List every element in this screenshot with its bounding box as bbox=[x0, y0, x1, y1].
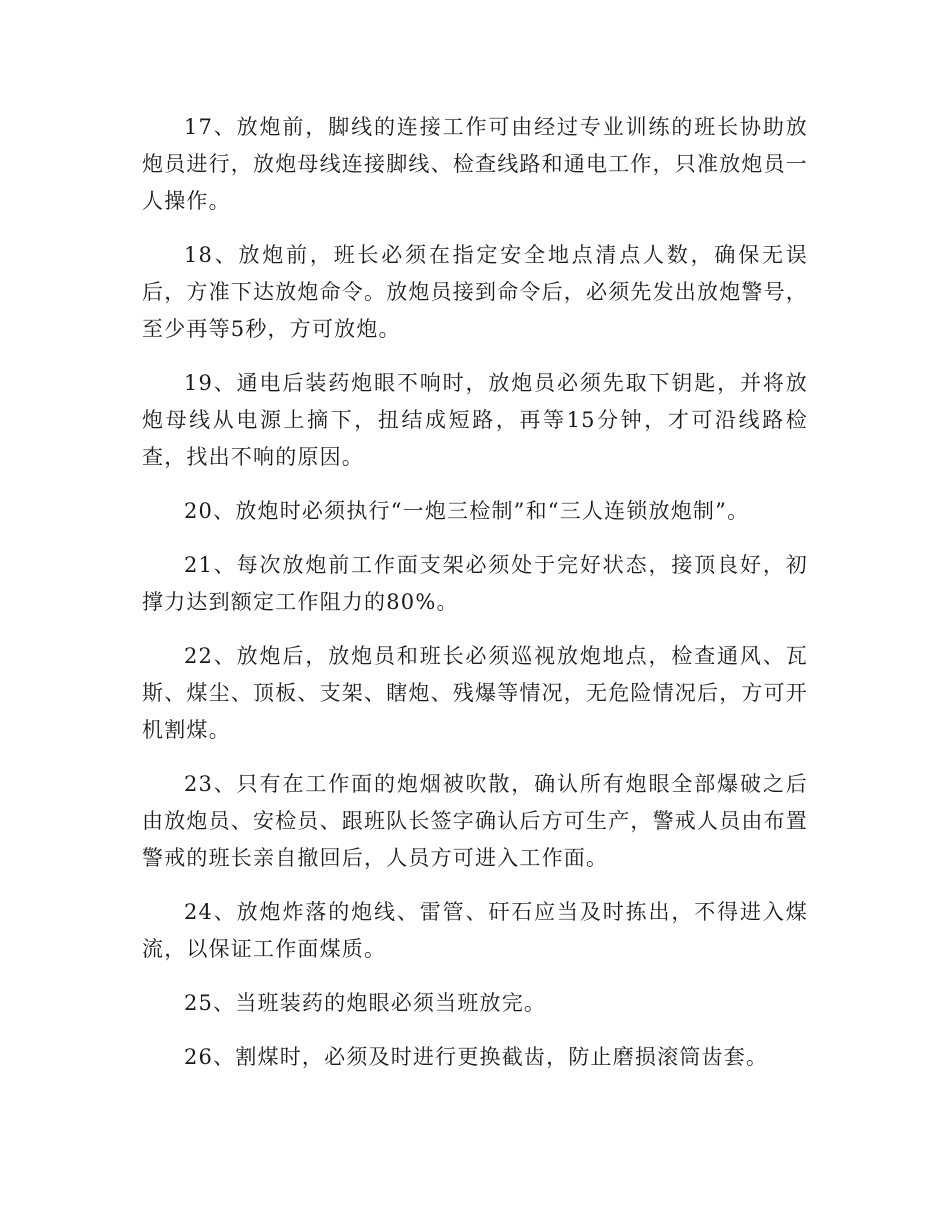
paragraph-23: 23、只有在工作面的炮烟被吹散，确认所有炮眼全部爆破之后由放炮员、安检员、跟班队长签字确认后方可生产，警戒人员由布置警戒的班长亲自撤回后，人员方可进入工作面。 bbox=[142, 772, 808, 870]
paragraph-21: 21、每次放炮前工作面支架必须处于完好状态，接顶良好，初撑力达到额定工作阻力的80%。 bbox=[142, 553, 808, 614]
paragraph-17: 17、放炮前，脚线的连接工作可由经过专业训练的班长协助放炮员进行，放炮母线连接脚线、检查线路和通电工作，只准放炮员一人操作。 bbox=[142, 115, 808, 213]
paragraph-26: 26、割煤时，必须及时进行更换截齿，防止磨损滚筒齿套。 bbox=[184, 1045, 769, 1069]
paragraph-22: 22、放炮后，放炮员和班长必须巡视放炮地点，检查通风、瓦斯、煤尘、顶板、支架、瞎炮、残爆等情况，无危险情况后，方可开机割煤。 bbox=[142, 644, 808, 742]
paragraph-19: 19、通电后装药炮眼不响时，放炮员必须先取下钥匙，并将放炮母线从电源上摘下，扭结成短路，再等15分钟，才可沿线路检查，找出不响的原因。 bbox=[142, 371, 808, 469]
document-body bbox=[142, 109, 808, 1093]
paragraph-20: 20、放炮时必须执行“一炮三检制”和“三人连锁放炮制”。 bbox=[184, 499, 750, 523]
paragraph-18: 18、放炮前，班长必须在指定安全地点清点人数，确保无误后，方准下达放炮命令。放炮员接到命令后，必须先发出放炮警号，至少再等5秒，方可放炮。 bbox=[142, 243, 808, 341]
paragraph-24: 24、放炮炸落的炮线、雷管、矸石应当及时拣出，不得进入煤流，以保证工作面煤质。 bbox=[142, 900, 808, 961]
paragraph-25: 25、当班装药的炮眼必须当班放完。 bbox=[184, 991, 547, 1015]
